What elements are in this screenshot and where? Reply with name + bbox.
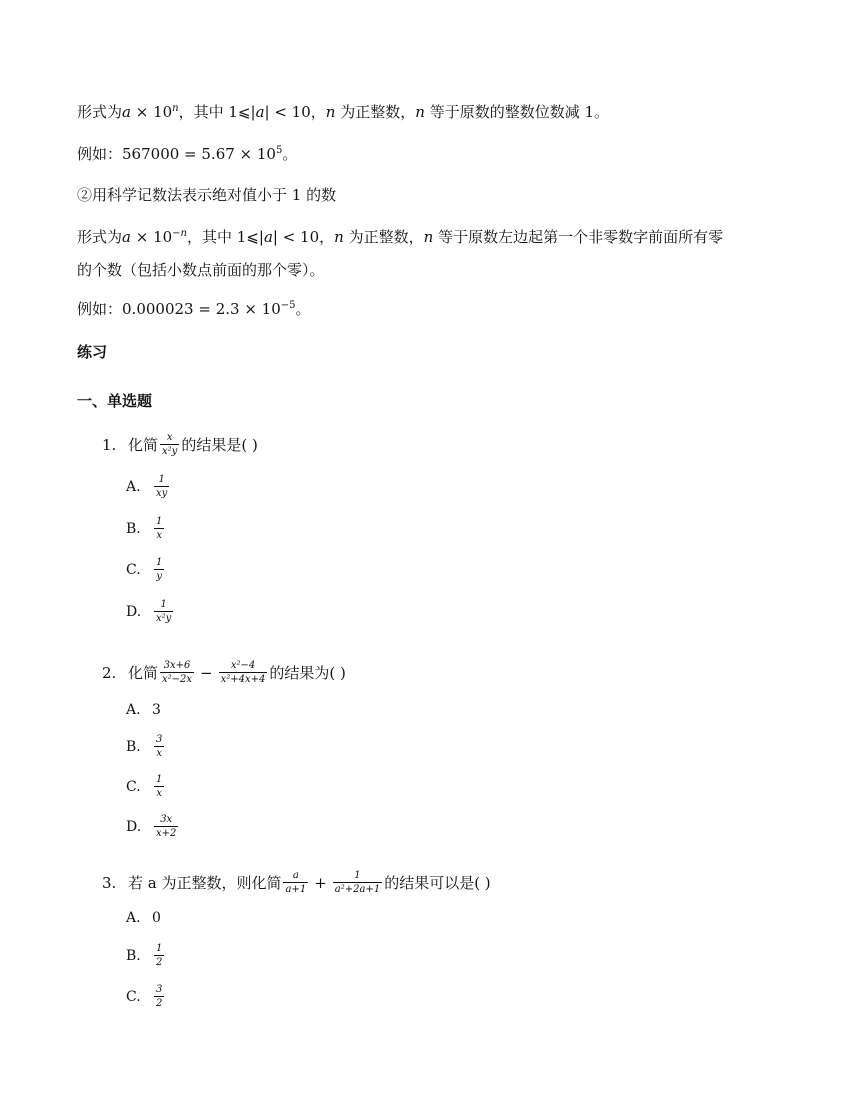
math-exponent: 5 bbox=[275, 145, 283, 156]
option-letter: D. bbox=[126, 603, 142, 620]
option-letter: A. bbox=[126, 910, 141, 926]
text: | < 10， bbox=[272, 228, 335, 246]
math-n: n bbox=[415, 103, 425, 121]
option-2a[interactable] bbox=[126, 698, 161, 722]
option-letter: C. bbox=[126, 561, 141, 578]
question-prefix: 若 a 为正整数，则化简 bbox=[128, 873, 282, 892]
option-value: 3 bbox=[152, 702, 161, 718]
text: 为正整数， bbox=[340, 103, 416, 121]
note-line-2 bbox=[77, 226, 723, 248]
denominator: x²y bbox=[162, 446, 178, 457]
text: | < 10， bbox=[264, 103, 326, 121]
option-letter: C. bbox=[126, 778, 141, 795]
math-times10: × 10 bbox=[130, 103, 173, 121]
numerator: 3x bbox=[160, 814, 173, 825]
fraction bbox=[333, 870, 382, 895]
denominator: a²+2a+1 bbox=[334, 884, 381, 895]
question-suffix: 的结果为( ) bbox=[269, 663, 346, 682]
question-number: 3. bbox=[102, 873, 117, 892]
numerator: 1 bbox=[156, 774, 163, 785]
note-line-1 bbox=[77, 101, 609, 123]
option-letter: B. bbox=[126, 520, 141, 537]
option-1d[interactable] bbox=[126, 599, 175, 624]
denominator: a+1 bbox=[285, 884, 307, 895]
fraction bbox=[154, 474, 169, 499]
option-3c[interactable] bbox=[126, 984, 166, 1009]
math-a: a bbox=[122, 228, 131, 246]
text: 等于原数的整数位数减 1。 bbox=[429, 103, 610, 121]
fraction bbox=[160, 432, 179, 457]
math-times10: × 10 bbox=[130, 228, 173, 246]
numerator: 3 bbox=[156, 984, 163, 995]
option-2c[interactable] bbox=[126, 774, 166, 799]
denominator: x bbox=[156, 530, 162, 541]
note-line-2-cont: 的个数（包括小数点前面的那个零）。 bbox=[77, 261, 325, 279]
math-n: n bbox=[334, 228, 344, 246]
denominator: x²−2x bbox=[162, 674, 193, 685]
denominator: x²+4x+4 bbox=[220, 674, 266, 685]
section-2-title: ②用科学记数法表示绝对值小于 1 的数 bbox=[77, 186, 337, 204]
fraction bbox=[154, 516, 164, 541]
numerator: 1 bbox=[156, 557, 163, 568]
numerator: 1 bbox=[158, 474, 165, 485]
numerator: 1 bbox=[160, 599, 167, 610]
text: 。 bbox=[282, 145, 298, 163]
question-number: 2. bbox=[102, 663, 117, 682]
numerator: 1 bbox=[156, 516, 163, 527]
option-letter: B. bbox=[126, 738, 141, 755]
fraction bbox=[154, 984, 164, 1009]
operator: + bbox=[314, 873, 327, 892]
question-suffix: 的结果可以是( ) bbox=[384, 873, 491, 892]
question-1 bbox=[102, 432, 258, 457]
text: 。 bbox=[295, 300, 311, 318]
math-exponent: −n bbox=[172, 228, 187, 239]
question-prefix: 化简 bbox=[128, 663, 159, 682]
fraction bbox=[154, 814, 178, 839]
option-letter: A. bbox=[126, 478, 141, 495]
option-letter: A. bbox=[126, 702, 141, 718]
math-n: n bbox=[325, 103, 336, 121]
denominator: 2 bbox=[156, 957, 163, 968]
fraction bbox=[154, 774, 164, 799]
text: 等于原数左边起第一个非零数字前面所有零 bbox=[438, 228, 724, 246]
denominator: x+2 bbox=[156, 828, 177, 839]
denominator: xy bbox=[156, 488, 168, 499]
text: 形式为 bbox=[77, 228, 123, 246]
option-1c[interactable] bbox=[126, 557, 166, 582]
math-a: a bbox=[122, 103, 131, 121]
option-1b[interactable] bbox=[126, 516, 166, 541]
operator: − bbox=[200, 663, 213, 682]
example-value: 0.000023 = 2.3 × 10 bbox=[122, 300, 281, 318]
numerator: x²−4 bbox=[230, 660, 256, 671]
numerator: 3x+6 bbox=[163, 660, 191, 671]
math-exponent: n bbox=[172, 103, 179, 114]
numerator: 1 bbox=[354, 870, 361, 881]
question-number: 1. bbox=[102, 435, 117, 454]
denominator: 2 bbox=[156, 998, 163, 1009]
text: ，其中 1⩽| bbox=[187, 228, 264, 246]
fraction bbox=[154, 557, 164, 582]
math-a: a bbox=[255, 103, 265, 121]
example-label: 例如： bbox=[77, 300, 123, 318]
section-heading: 一、单选题 bbox=[77, 392, 153, 410]
question-2 bbox=[102, 660, 346, 685]
numerator: a bbox=[292, 870, 299, 881]
fraction bbox=[154, 943, 164, 968]
denominator: y bbox=[156, 571, 163, 582]
denominator: x bbox=[156, 748, 162, 759]
question-3 bbox=[102, 870, 491, 895]
practice-heading: 练习 bbox=[77, 343, 108, 361]
fraction bbox=[154, 734, 164, 759]
denominator: x²y bbox=[156, 613, 172, 624]
numerator: 3 bbox=[156, 734, 163, 745]
example-1 bbox=[77, 143, 297, 165]
option-2d[interactable] bbox=[126, 814, 180, 839]
text: 形式为 bbox=[77, 103, 123, 121]
text: 为正整数， bbox=[348, 228, 424, 246]
example-2 bbox=[77, 298, 311, 320]
numerator: 1 bbox=[156, 943, 163, 954]
question-suffix: 的结果是( ) bbox=[181, 435, 258, 454]
denominator: x bbox=[156, 788, 162, 799]
fraction bbox=[219, 660, 268, 685]
example-label: 例如： bbox=[77, 145, 123, 163]
option-value: 0 bbox=[152, 910, 161, 926]
option-1a[interactable] bbox=[126, 474, 171, 499]
option-2b[interactable] bbox=[126, 734, 166, 759]
option-3a[interactable] bbox=[126, 906, 161, 930]
example-value: 567000 = 5.67 × 10 bbox=[122, 145, 276, 163]
math-exponent: −5 bbox=[280, 300, 296, 311]
question-prefix: 化简 bbox=[128, 435, 159, 454]
text: ，其中 1⩽| bbox=[178, 103, 256, 121]
math-n: n bbox=[423, 228, 434, 246]
numerator: x bbox=[166, 432, 173, 443]
option-letter: B. bbox=[126, 947, 141, 964]
option-3b[interactable] bbox=[126, 943, 166, 968]
option-letter: C. bbox=[126, 988, 141, 1005]
fraction bbox=[160, 660, 194, 685]
fraction bbox=[154, 599, 173, 624]
fraction bbox=[283, 870, 308, 895]
math-a: a bbox=[263, 228, 273, 246]
option-letter: D. bbox=[126, 818, 142, 835]
